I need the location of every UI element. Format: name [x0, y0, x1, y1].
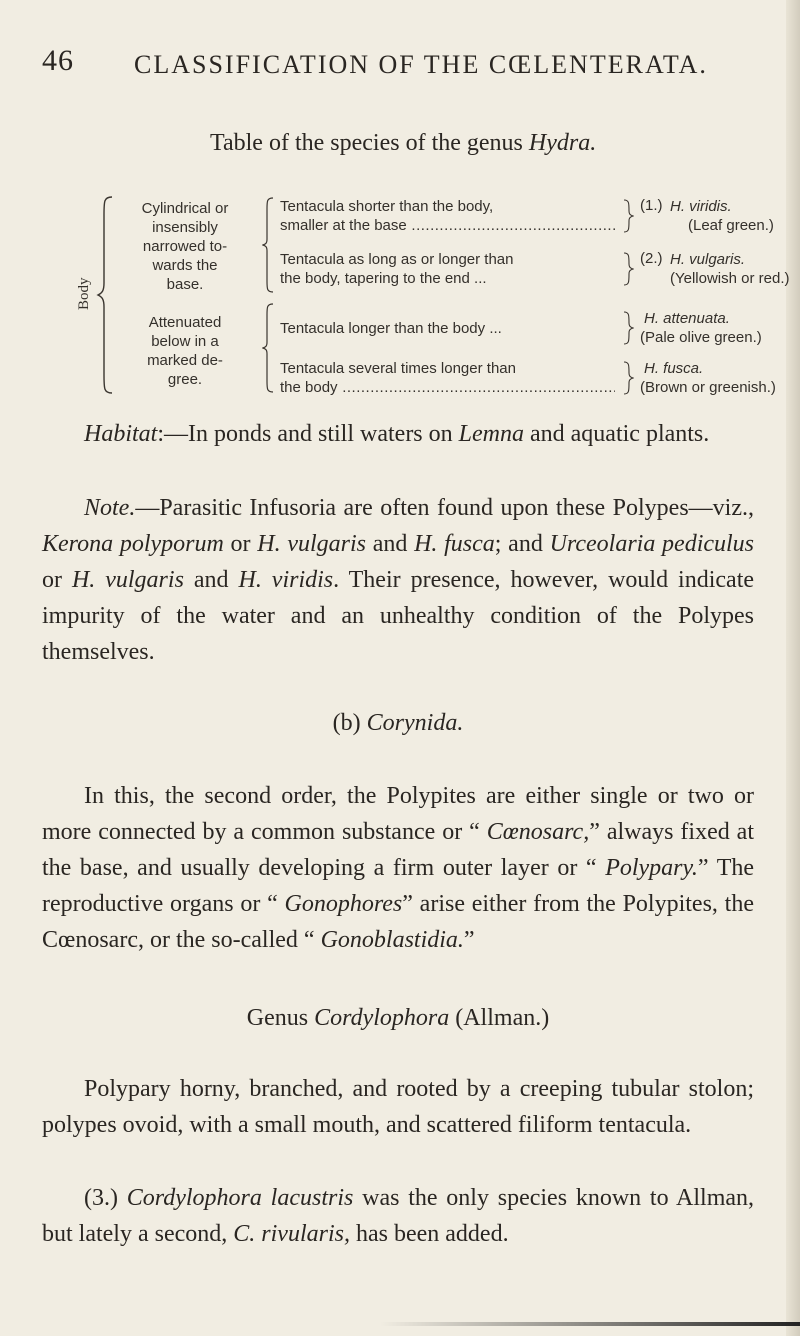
note-text: . Their presence, however, would indicate impurity of the water and an unhealthy condition of the Polypes themselves.: [42, 567, 755, 665]
corynida-text: ” always fixed at the base, and usually developing a firm outer layer or “: [42, 819, 754, 881]
species-3-second: C. rivularis,: [233, 1221, 350, 1247]
note-paragraph: [42, 490, 754, 670]
entry-brace-icon: [622, 361, 634, 395]
group-line: Attenuated: [148, 314, 222, 331]
species-name: H. fusca.: [644, 360, 704, 377]
term: Polypary.: [605, 855, 698, 881]
habitat-text: :—In ponds and still waters on: [157, 421, 459, 447]
table-title: [0, 130, 800, 157]
species-number: (1.): [640, 197, 663, 214]
genus-heading-prefix: Genus: [246, 1005, 315, 1031]
note-text: and: [183, 567, 239, 593]
species-name: H. vulgaris.: [670, 251, 746, 268]
species-colour: (Brown or greenish.): [640, 379, 776, 396]
group-brace-icon: [262, 197, 274, 293]
note-text: ; and: [494, 531, 550, 557]
note-species: H. vulgaris: [71, 567, 184, 593]
entry-line: Tentacula longer than the body ...: [280, 320, 502, 337]
corynida-text: ” arise either from the Polypites, the Cœnosarc, or the so-called “: [42, 891, 754, 953]
group-line: narrowed to-: [142, 238, 228, 255]
table-title-genus: Hydra.: [528, 130, 597, 156]
running-title: CLASSIFICATION OF THE CŒLENTERATA.: [134, 50, 708, 79]
entry-line: the body: [280, 379, 338, 396]
entry-line: Tentacula as long as or longer than: [280, 251, 514, 268]
species-colour: (Pale olive green.): [640, 329, 762, 346]
entry-line: the body, tapering to the end ...: [280, 270, 487, 287]
note-species: H. viridis: [238, 567, 334, 593]
species-colour: (Leaf green.): [688, 217, 774, 234]
species-colour: (Yellowish or red.): [670, 270, 790, 287]
entry-line: Tentacula shorter than the body,: [280, 198, 494, 215]
section-heading-name: Corynida.: [366, 710, 464, 736]
species-key-table: [70, 195, 790, 396]
group-brace-icon: [262, 303, 274, 393]
genus-description: Polypary horny, branched, and rooted by a creeping tubular stolon; polypes ovoid, with a small mouth, and scattered filiform tentacula.: [42, 1076, 754, 1138]
term: Gonophores: [284, 891, 403, 917]
species-3-name: Cordylophora lacustris: [126, 1185, 354, 1211]
species-name: H. attenuata.: [644, 310, 730, 327]
species-3-text: has been added.: [349, 1221, 509, 1247]
note-species: Urceolaria pediculus: [549, 531, 755, 557]
species-3-number: (3.): [84, 1185, 127, 1211]
habitat-label: Habitat: [84, 421, 158, 447]
group-cylindrical: [120, 199, 250, 294]
corynida-text: ” The reproductive organs or “: [42, 855, 755, 917]
entry-line: smaller at the base: [280, 217, 407, 234]
group-line: Cylindrical or: [141, 200, 229, 217]
corynida-text: In this, the second order, the Polypites are either single or two or more connected by a common substance or “: [42, 783, 754, 845]
section-heading: [42, 705, 754, 741]
key-entry: [280, 250, 625, 288]
genus-heading: [42, 1000, 754, 1036]
species-3-paragraph: [42, 1180, 754, 1252]
corynida-paragraph: [42, 778, 754, 958]
note-text: —Parasitic Infusoria are often found upon these Polypes—viz.,: [135, 495, 754, 521]
note-species: H. fusca: [414, 531, 495, 557]
group-line: insensibly: [152, 219, 218, 236]
group-line: base.: [166, 276, 204, 293]
body-brace-icon: [96, 195, 114, 395]
entry-brace-icon: [622, 311, 634, 345]
entry-brace-icon: [622, 252, 634, 286]
species-cell: [640, 309, 790, 347]
entry-line: Tentacula several times longer than: [280, 360, 516, 377]
bottom-edge-mark: [380, 1322, 800, 1326]
species-name: H. viridis.: [670, 198, 732, 215]
species-cell: [640, 359, 790, 397]
species-cell: [670, 197, 800, 235]
entry-brace-icon: [622, 199, 634, 233]
term: Cœnosarc,: [486, 819, 590, 845]
corynida-text: ”: [463, 927, 475, 953]
key-entry: [280, 197, 625, 235]
key-entry: [280, 359, 625, 397]
term: Gonoblastidia.: [320, 927, 464, 953]
note-text: or: [42, 567, 72, 593]
group-attenuated: [120, 313, 250, 389]
habitat-paragraph: [42, 416, 754, 452]
page-number: 46: [42, 44, 74, 77]
body-side-label: Body: [76, 277, 92, 310]
key-entry: [280, 319, 625, 338]
page-header: [42, 44, 740, 94]
section-heading-prefix: (b): [332, 710, 367, 736]
genus-heading-suffix: (Allman.): [449, 1005, 550, 1031]
table-title-text: Table of the species of the genus: [210, 130, 529, 156]
habitat-text: and aquatic plants.: [524, 421, 710, 447]
group-line: below in a: [151, 333, 219, 350]
note-species: Kerona polyporum: [42, 531, 224, 557]
habitat-genus: Lemna: [458, 421, 524, 447]
species-cell: [670, 250, 800, 288]
group-line: wards the: [152, 257, 218, 274]
species-3-text: was the only species known to Allman, but lately a second,: [42, 1185, 755, 1247]
note-text: or: [223, 531, 258, 557]
group-line: gree.: [167, 371, 203, 388]
note-text: and: [365, 531, 415, 557]
group-line: marked de-: [147, 352, 223, 369]
note-label: Note.: [84, 495, 136, 521]
note-species: H. vulgaris: [257, 531, 366, 557]
genus-heading-name: Cordylophora: [314, 1005, 450, 1031]
species-number: (2.): [640, 250, 663, 267]
